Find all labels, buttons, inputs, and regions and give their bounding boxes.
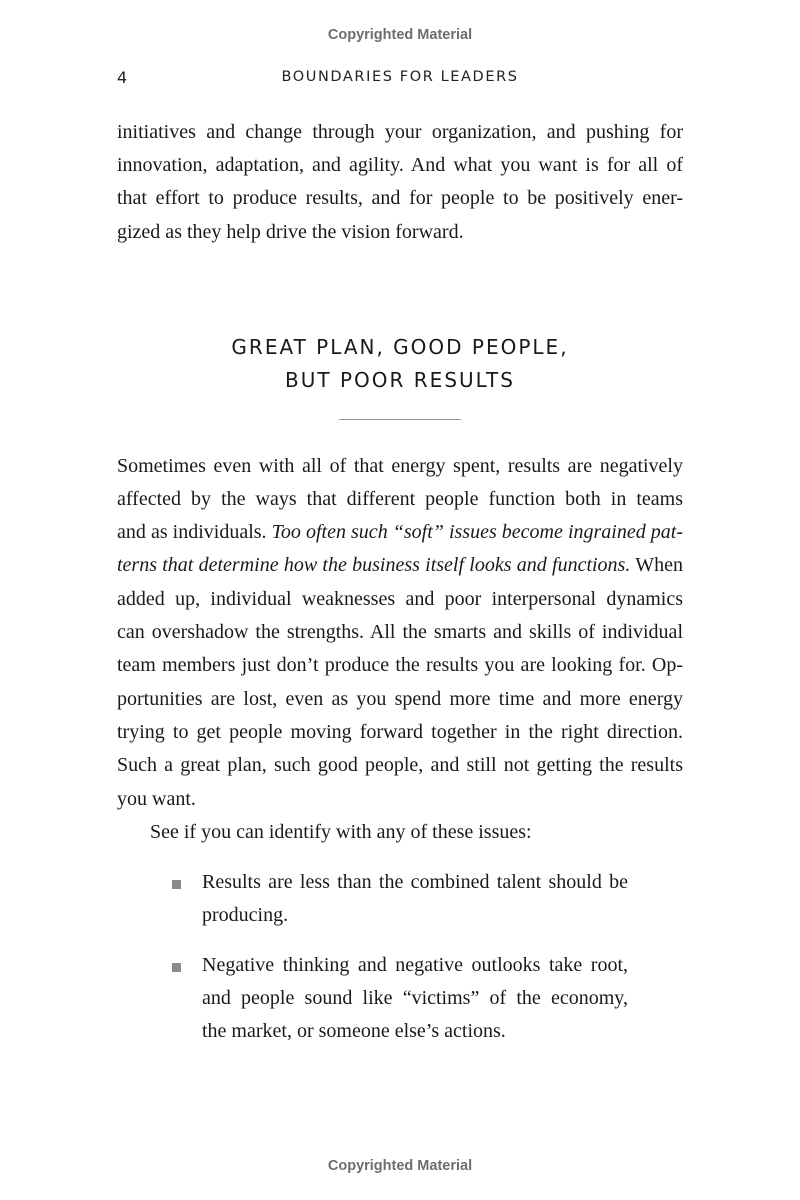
text-line: portunities are lost, even as you spend more time and more energy [117,688,683,710]
text-line: innovation, adaptation, and agility. And what you want is for all of [117,154,683,176]
text-line [117,553,683,577]
text-line: affected by the ways that different people function both in teams [117,488,683,510]
paragraph-lead-in: See if you can identify with any of these issues: [150,821,532,843]
italic-text: terns that determine how the business itself looks and functions. [117,554,631,576]
square-bullet-icon [172,963,181,972]
text-line: that effort to produce results, and for people to be positively ener- [117,187,683,209]
roman-text: When [630,554,683,576]
text-line: producing. [202,904,289,926]
text-line: gized as they help drive the vision forward. [117,221,464,243]
text-line: Results are less than the combined talent should be [202,871,628,893]
text-line: Negative thinking and negative outlooks take root, [202,954,628,976]
text-line: added up, individual weaknesses and poor interpersonal dynamics [117,588,683,610]
italic-text: Too often such “soft” issues become ingrained pat- [271,521,683,543]
text-line: trying to get people moving forward together in the right direction. [117,721,683,743]
text-line [117,520,683,544]
text-line: can overshadow the strengths. All the smarts and skills of individual [117,621,683,643]
roman-text: and as individuals. [117,521,272,543]
running-header: BOUNDARIES FOR LEADERS [281,69,519,85]
square-bullet-icon [172,880,181,889]
text-line: you want. [117,788,196,810]
copyright-watermark-bottom: Copyrighted Material [327,1158,473,1174]
text-line: and people sound like “victims” of the economy, [202,987,628,1009]
text-line: initiatives and change through your organization, and pushing for [117,121,683,143]
section-heading-line-1: GREAT PLAN, GOOD PEOPLE, [231,335,569,359]
text-line: the market, or someone else’s actions. [202,1020,506,1042]
text-line: team members just don’t produce the results you are looking for. Op- [117,654,683,676]
copyright-watermark-top: Copyrighted Material [327,27,473,43]
text-line: Sometimes even with all of that energy spent, results are negatively [117,455,683,477]
section-heading-line-2: BUT POOR RESULTS [285,368,515,392]
heading-divider [339,419,461,420]
text-line: Such a great plan, such good people, and still not getting the results [117,754,683,776]
page-number: 4 [117,68,128,87]
